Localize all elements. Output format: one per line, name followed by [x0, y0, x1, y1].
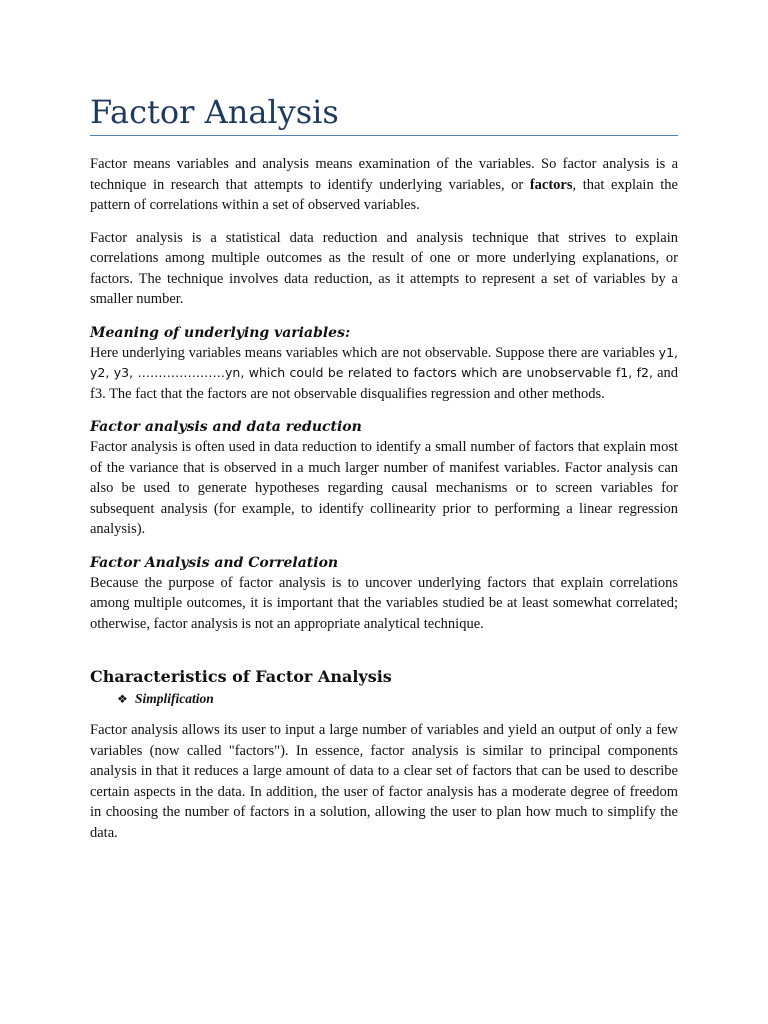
intro-paragraph-2: Factor analysis is a statistical data reduction and analysis technique that strives to explain correlations among multiple outcomes as the result of one or more underlying explanations, or factors. The technique involves data reduction, as it attempts to represent a set of variables by a smaller number. — [90, 229, 678, 307]
underlying-paragraph — [90, 343, 678, 405]
reduction-paragraph: Factor analysis is often used in data reduction to identify a small number of factors that explain most of the variance that is observed in a much larger number of manifest variables. Factor analysis can also be used to generate hypotheses regarding causal mechanisms or to screen variables for subsequent analysis (for example, to identify collinearity prior to performing a linear regression analysis). — [90, 439, 678, 537]
correlation-heading: Factor Analysis and Correlation — [90, 554, 339, 571]
simplification-label: Simplification — [135, 691, 214, 706]
page-title: Factor Analysis — [90, 93, 339, 131]
underlying-variables-list: y1, y2, y3, …………………yn, which could be related to factors which are unobservable f1, f2, — [90, 344, 678, 380]
document-content — [90, 92, 678, 843]
underlying-text-start: Here underlying variables means variables which are not observable. Suppose there are variables — [90, 344, 659, 361]
simplification-bullet — [117, 690, 678, 708]
intro-paragraph-1 — [90, 154, 678, 216]
diamond-bullet-icon: ❖ — [117, 691, 128, 706]
characteristics-heading: Characteristics of Factor Analysis — [90, 667, 392, 686]
title-underline — [90, 135, 678, 136]
intro-text-end: , that explain the pattern of correlations within a set of observed variables. — [90, 176, 678, 213]
intro-bold-term: factors — [529, 176, 573, 193]
correlation-paragraph: Because the purpose of factor analysis is to uncover underlying factors that explain correlations among multiple outcomes, it is important that the variables studied be at least somewhat correlated; otherwise, factor analysis is not an appropriate analytical technique. — [90, 574, 678, 632]
simplification-paragraph: Factor analysis allows its user to input a large number of variables and yield an output of only a few variables (now called "factors"). In essence, factor analysis is similar to principal components analysis in that it reduces a large amount of data to a clear set of factors that can be used to describe certain aspects in the data. In addition, the user of factor analysis has a moderate degree of freedom in choosing the number of factors in a solution, allowing the user to plan how much to simplify the data. — [90, 722, 678, 841]
intro-text-start: Factor means variables and analysis means examination of the variables. So factor analysis is a technique in research that attempts to identify underlying variables, or — [90, 156, 678, 193]
underlying-heading: Meaning of underlying variables: — [90, 324, 351, 341]
reduction-heading: Factor analysis and data reduction — [90, 419, 362, 435]
underlying-text-end: and f3. The fact that the factors are not observable disqualifies regression and other methods. — [90, 365, 678, 402]
